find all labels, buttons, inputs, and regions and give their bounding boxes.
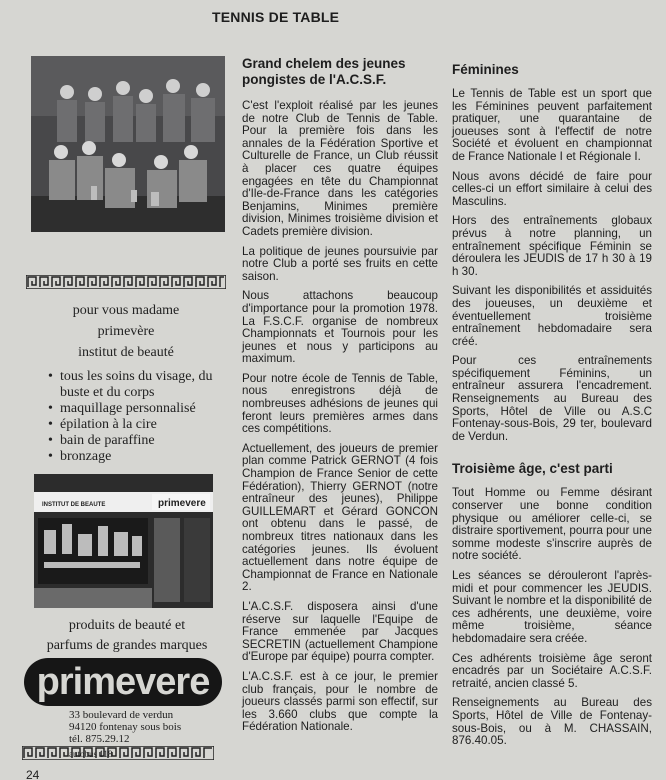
paragraph: Le Tennis de Table est un sport que les Féminines peuvent parfaitement pratiquer, une quarantaine de joueuses sont à l'effectif de notre Société et évoluent en championnat de France Nationale I et Régionale I. — [452, 87, 652, 163]
article-title: Féminines — [452, 62, 519, 77]
services-list — [26, 369, 226, 465]
list-item: • bronzage — [48, 449, 226, 465]
list-item: • tous les soins du visage, du buste et du corps — [48, 369, 226, 401]
section-header: TENNIS DE TABLE — [212, 9, 340, 25]
ad-line: institut de beauté — [78, 345, 174, 360]
paragraph: Renseignements au Bureau des Sports, Hôtel de Ville de Fontenay-sous-Bois, ou à M. CHASSAIN, 876.40.05. — [452, 696, 652, 748]
article-feminines — [452, 62, 652, 748]
list-item: • bain de paraffine — [48, 433, 226, 449]
paragraph: Tout Homme ou Femme désirant conserver une bonne condition physique ou améliorer celle-ci, se distraire sportivement, pourra pour une somme modeste s'inscrire auprès de notre société. — [452, 486, 652, 563]
ad-line: parfums de grandes marques — [46, 638, 208, 653]
paragraph: Ces adhérents troisième âge seront encadrés par un Sociétaire A.C.S.F. retraité, ancien classé 5. — [452, 651, 652, 690]
paragraph: Pour notre école de Tennis de Table, nous enregistrons déjà de nombreuses adhésions de jeunes qui feront leurs premières armes dans ces compétitions. — [242, 371, 438, 436]
beauty-ad — [26, 275, 226, 465]
article-title: Grand chelem des jeunes pongistes de l'A.C.S.F. — [242, 56, 406, 87]
page-number: 24 — [26, 768, 40, 780]
team-photo — [31, 56, 225, 232]
primevere-logo: primevere — [24, 658, 222, 706]
shop-sign-right: primevere — [158, 498, 206, 509]
paragraph: Suivant les disponibilités et assiduités des joueuses, un deuxième et éventuellement troisième entraînement hebdomadaire sera créé. — [452, 284, 652, 348]
paragraph: L'A.C.S.F. est à ce jour, le premier club français, pour le nombre de joueurs classés parmi son effectif, sur les 3.660 clubs que compte la Fédération Nationale. — [242, 669, 438, 734]
list-item: • maquillage personnalisé — [48, 401, 226, 417]
bus-line: autobus 118 — [69, 749, 113, 759]
shop-ad — [24, 616, 230, 760]
shop-photo — [34, 474, 213, 608]
address-line: 94120 fontenay sous bois — [69, 721, 182, 733]
paragraph: Nous attachons beaucoup d'importance pour la promotion 1978. La F.S.C.F. organise de nombreux Championnats et Tournois pour les jeunes et nous y participons au maximum. — [242, 289, 438, 366]
address-line: 33 boulevard de verdun — [69, 709, 174, 721]
article-grand-chelem — [242, 56, 438, 734]
article-title: Troisième âge, c'est parti — [452, 461, 613, 477]
paragraph: Hors des entraînements globaux prévus à notre planning, un entraînement spécifique Féminin se déroulera les JEUDIS de 17 h 30 à 19 h 30. — [452, 214, 652, 278]
paragraph: Les séances se dérouleront l'après-midi et pour commencer les JEUDIS. Suivant le nombre et la disponibilité de ces adhérents, une deuxième, voire même troisième, séance hebdomadaire sera créée. — [452, 569, 652, 645]
ad-line: produits de beauté et — [68, 618, 186, 633]
greek-border-icon — [26, 275, 226, 289]
greek-border-icon — [22, 746, 214, 760]
paragraph: L'A.C.S.F. disposera ainsi d'une réserve sur laquelle l'Equipe de France emmenée par Jacques SECRETIN (actuellement Champione d'Europe par équipe) pourra compter. — [242, 599, 438, 664]
paragraph: La politique de jeunes poursuivie par notre Club a porté ses fruits en cette saison. — [242, 244, 438, 283]
ad-line: primevère — [97, 324, 155, 339]
paragraph: C'est l'exploit réalisé par les jeunes de notre Club de Tennis de Table. Pour la première fois dans les annales de la Fédération Sportive et Culturelle de France, un Club réussit à placer ces quatre équipes engagées en tête du Championnat d'Ile-de-France dans les catégories Benjamins, Minimes première division, Minimes troisième division et Cadets première division. — [242, 99, 438, 238]
paragraph: Actuellement, des joueurs de premier plan comme Patrick GERNOT (4 fois Champion de France Senior de cette Fédération), Thierry GERNOT (notre entraîneur des jeunes), Philippe GUILLEMART et Gérard GONCON ont obtenu dans le passé, de nombreux titres nationaux dans les catégories jeunes. Ils évoluent actuellement dans notre équipe de Championnat de France en Nationale 2. — [242, 441, 438, 594]
phone: tél. 875.29.12 — [69, 733, 130, 745]
ad-line: pour vous madame — [72, 303, 180, 318]
paragraph: Pour ces entraînements spécifiquement Féminins, un entraîneur assurera l'encadrement. Renseignements au Bureau des Sports, Hôtel de Ville ou A.S.C Fontenay-sous-Bois, 29 ter, boulevard de Verdun. — [452, 354, 652, 443]
paragraph: Nous avons décidé de faire pour celles-ci un effort similaire à celui des Masculins. — [452, 169, 652, 208]
list-item: • épilation à la cire — [48, 417, 226, 433]
shop-sign-left: INSTITUT DE BEAUTE — [42, 502, 106, 508]
